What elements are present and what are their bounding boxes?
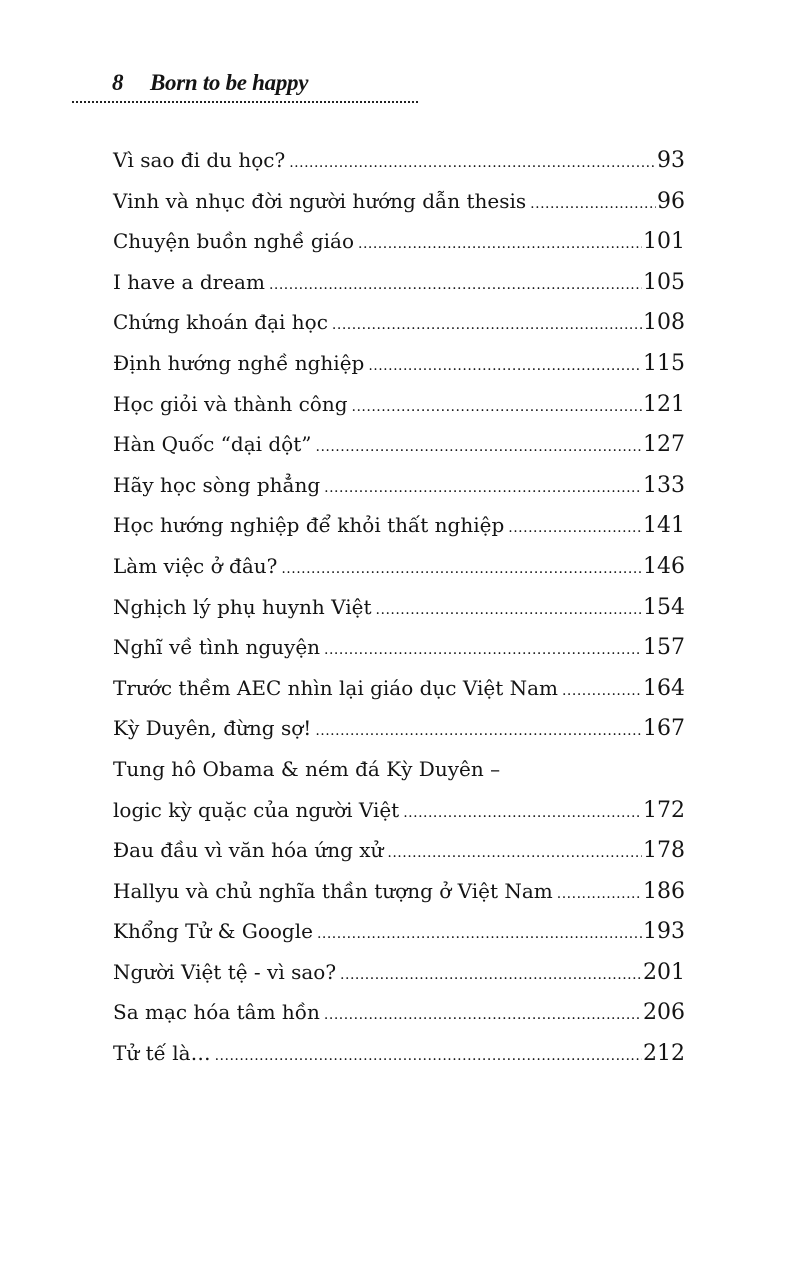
toc-entry-page: 127 <box>643 432 685 458</box>
dot-leader <box>269 265 642 306</box>
toc-entry-title: Chứng khoán đại học <box>113 310 328 335</box>
toc-entry[interactable] <box>113 871 685 912</box>
page-number: 8 <box>112 70 124 95</box>
dot-leader <box>403 793 642 834</box>
dot-leader <box>562 671 642 712</box>
toc-entry[interactable] <box>113 952 685 993</box>
dot-leader <box>324 630 642 671</box>
toc-entry[interactable] <box>113 1033 685 1074</box>
dot-leader <box>324 995 642 1036</box>
toc-entry-title: Học hướng nghiệp để khỏi thất nghiệp <box>113 513 505 538</box>
toc-entry-title: Vì sao đi du học? <box>113 148 286 172</box>
toc-entry-page: 146 <box>643 553 685 579</box>
toc-entry-title: Kỳ Duyên, đừng sợ! <box>113 716 312 741</box>
toc-entry-page: 186 <box>643 878 685 904</box>
toc-entry-page: 108 <box>643 310 685 336</box>
toc-entry[interactable] <box>113 384 685 425</box>
toc-entry-title: Người Việt tệ - vì sao? <box>113 959 337 984</box>
dot-leader <box>324 468 642 509</box>
dot-leader <box>317 914 642 955</box>
toc-entry-page: 101 <box>643 229 685 255</box>
toc-entry-page: 212 <box>643 1041 685 1067</box>
toc-entry-title: Hallyu và chủ nghĩa thần tượng ở Việt Nam <box>113 878 553 903</box>
toc-entry-title: Tử tế là… <box>113 1041 211 1066</box>
book-title: Born to be happy <box>150 70 309 95</box>
toc-entry-page: 164 <box>643 675 685 701</box>
toc-entry[interactable] <box>113 424 685 465</box>
toc-entry-page: 141 <box>643 513 685 539</box>
dot-leader <box>215 1036 642 1077</box>
toc-entry[interactable] <box>113 749 685 830</box>
toc-entry-page: 105 <box>643 269 685 295</box>
toc-entry-title: Học giỏi và thành công <box>113 391 348 416</box>
toc-entry-title: Nghĩ về tình nguyện <box>113 635 321 660</box>
toc-entry-title: Làm việc ở đâu? <box>113 553 278 578</box>
toc-entry-title: Định hướng nghề nghiệp <box>113 350 365 375</box>
toc-entry[interactable] <box>113 992 685 1033</box>
toc-entry-title: Hàn Quốc “dại dột” <box>113 432 312 457</box>
dot-leader <box>376 590 642 631</box>
toc-entry-page: 121 <box>643 391 685 417</box>
toc-entry-title: Khổng Tử & Google <box>113 919 313 944</box>
toc-entry[interactable] <box>113 627 685 668</box>
table-of-contents <box>113 140 685 1074</box>
toc-entry[interactable] <box>113 587 685 628</box>
dot-leader <box>368 346 642 387</box>
toc-entry-page: 193 <box>643 919 685 945</box>
dot-leader <box>508 508 642 549</box>
toc-entry[interactable] <box>113 668 685 709</box>
toc-entry-title: Tung hô Obama & ném đá Kỳ Duyên – <box>113 756 501 781</box>
toc-entry[interactable] <box>113 546 685 587</box>
toc-entry-page: 206 <box>643 1000 685 1026</box>
dot-leader <box>332 305 642 346</box>
toc-entry[interactable] <box>113 262 685 303</box>
dot-leader <box>530 184 656 225</box>
toc-entry-title: Nghịch lý phụ huynh Việt <box>113 594 372 619</box>
dot-leader <box>352 387 642 428</box>
toc-entry-title: Vinh và nhục đời người hướng dẫn thesis <box>113 188 527 213</box>
toc-entry[interactable] <box>113 708 685 749</box>
dot-leader <box>315 711 642 752</box>
toc-entry[interactable] <box>113 465 685 506</box>
toc-entry-title-continued: logic kỳ quặc của người Việt <box>113 797 400 822</box>
toc-entry-title: Sa mạc hóa tâm hồn <box>113 1000 320 1025</box>
toc-entry-page: 178 <box>643 838 685 864</box>
dot-leader <box>340 955 642 996</box>
toc-entry-page: 172 <box>643 797 685 823</box>
toc-entry-title: Đau đầu vì văn hóa ứng xử <box>113 838 384 863</box>
toc-entry[interactable] <box>113 302 685 343</box>
toc-entry[interactable] <box>113 221 685 262</box>
toc-entry-title: Hãy học sòng phẳng <box>113 472 321 497</box>
dot-leader <box>289 143 656 184</box>
toc-entry-page: 157 <box>643 635 685 661</box>
dot-leader <box>358 224 642 265</box>
toc-entry[interactable] <box>113 830 685 871</box>
toc-entry-page: 93 <box>657 148 685 173</box>
dot-leader <box>316 427 643 468</box>
toc-entry-page: 167 <box>643 716 685 742</box>
toc-entry[interactable] <box>113 343 685 384</box>
header-divider <box>72 101 418 103</box>
toc-entry-page: 154 <box>643 594 685 620</box>
dot-leader <box>557 874 642 915</box>
toc-entry-page: 115 <box>643 350 685 376</box>
toc-entry[interactable] <box>113 505 685 546</box>
toc-entry[interactable] <box>113 911 685 952</box>
toc-entry-title: Chuyện buồn nghề giáo <box>113 229 354 254</box>
toc-entry-title: I have a dream <box>113 269 265 294</box>
toc-entry[interactable] <box>113 181 685 222</box>
toc-entry[interactable] <box>113 140 685 181</box>
toc-entry-title: Trước thềm AEC nhìn lại giáo dục Việt Nam <box>113 675 558 700</box>
dot-leader <box>281 549 642 590</box>
toc-entry-page: 201 <box>643 959 685 985</box>
running-header <box>112 70 308 96</box>
toc-entry-page: 133 <box>643 472 685 498</box>
toc-entry-page: 96 <box>657 188 685 214</box>
dot-leader <box>387 833 642 874</box>
